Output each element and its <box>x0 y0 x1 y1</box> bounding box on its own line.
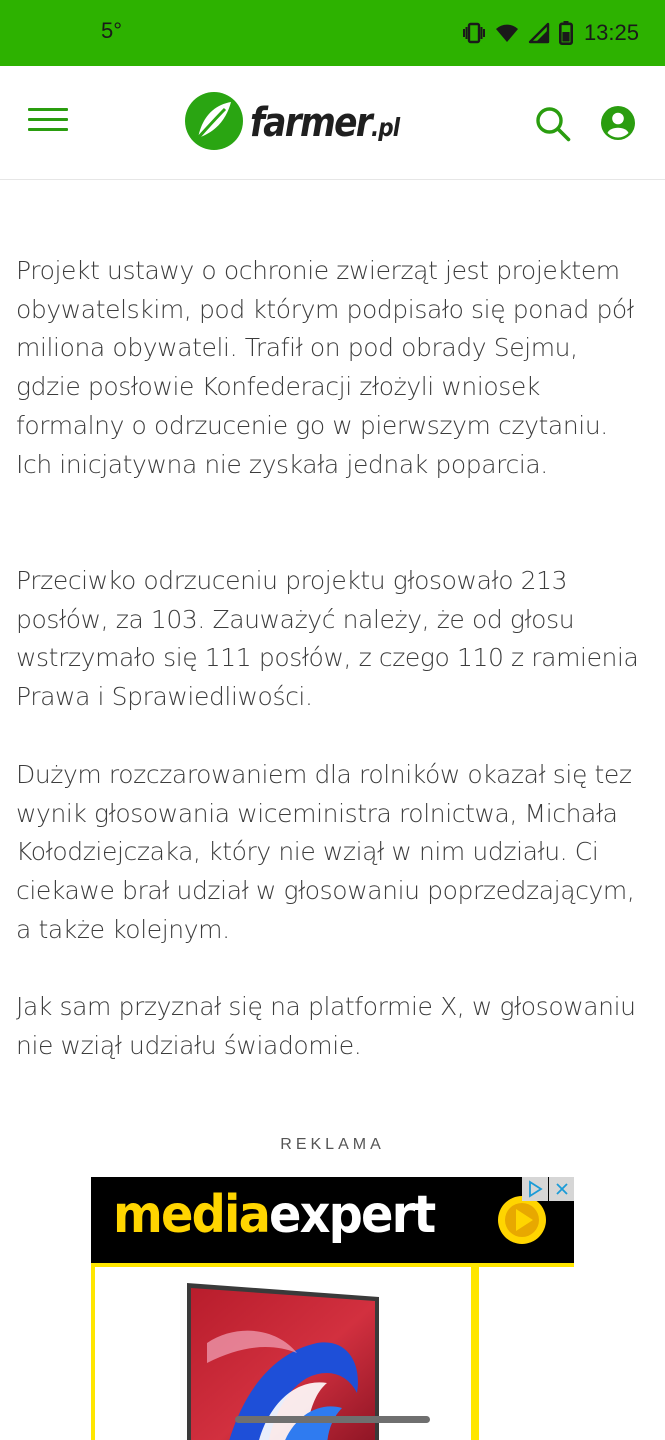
battery-icon <box>559 21 573 45</box>
ad-brand-part1: media <box>113 1185 270 1245</box>
ad-close-button[interactable] <box>549 1177 574 1201</box>
article-paragraph: Projekt ustawy o ochronie zwierząt jest projektem obywatelskim, pod którym podpisało się ponad pół miliona obywateli. Trafił on pod obrady Sejmu, gdzie posłowie Konfederacji złożyli wniosek formalny o odrzucenie go w pierwszym czytaniu. Ich inicjatywna nie zyskała jednak poparcia. <box>16 256 634 479</box>
menu-bar <box>28 118 68 121</box>
farmer-logo[interactable] <box>184 92 424 154</box>
temperature: 5° <box>101 18 123 43</box>
signal-icon <box>528 22 550 44</box>
menu-button[interactable] <box>28 108 70 138</box>
menu-bar <box>28 128 68 131</box>
status-icons <box>462 17 639 49</box>
ad-product-area <box>91 1263 574 1440</box>
menu-bar <box>28 108 68 111</box>
logo-text <box>250 100 399 146</box>
ad-header <box>91 1177 574 1263</box>
leaf-logo-icon <box>184 91 244 155</box>
ad-brand-logo <box>113 1185 434 1245</box>
vibrate-icon <box>462 22 486 44</box>
article-paragraph: Dużym rozczarowaniem dla rolników okazał się tez wynik głosowania wiceministra rolnictwa, Michała Kołodziejczaka, który nie wziął w nim udziału. Ci ciekawe brał udział w głosowaniu poprzedzającym, a także kolejnym. <box>16 760 635 944</box>
clock: 13:25 <box>583 20 639 45</box>
ad-side-panel <box>479 1267 574 1440</box>
logo-name: farmer <box>250 100 371 146</box>
ad-choices-icon <box>526 1180 544 1198</box>
play-logo-icon <box>496 1194 548 1250</box>
ad-product-panel <box>95 1267 471 1440</box>
site-header <box>0 66 665 180</box>
ad-choices-button[interactable] <box>522 1177 548 1201</box>
account-icon <box>600 105 636 141</box>
close-icon <box>555 1182 569 1196</box>
search-icon <box>535 106 571 142</box>
wifi-icon <box>495 23 519 43</box>
ad-banner[interactable] <box>91 1177 574 1440</box>
ad-label: REKLAMA <box>280 1136 385 1153</box>
ad-brand-part2: expert <box>269 1185 435 1245</box>
status-bar <box>0 0 665 66</box>
article-paragraph: Jak sam przyznał się na platformie X, w głosowaniu nie wziął udziału świadomie. <box>16 992 636 1060</box>
account-button[interactable] <box>600 105 636 141</box>
search-button[interactable] <box>535 106 571 142</box>
home-indicator[interactable] <box>235 1416 430 1423</box>
article-paragraph: Przeciwko odrzuceniu projektu głosowało 213 posłów, za 103. Zauważyć należy, że od głosu wstrzymało się 111 posłów, z czego 110 z ramienia Prawa i Sprawiedliwości. <box>16 566 639 712</box>
logo-suffix: .pl <box>370 113 400 142</box>
